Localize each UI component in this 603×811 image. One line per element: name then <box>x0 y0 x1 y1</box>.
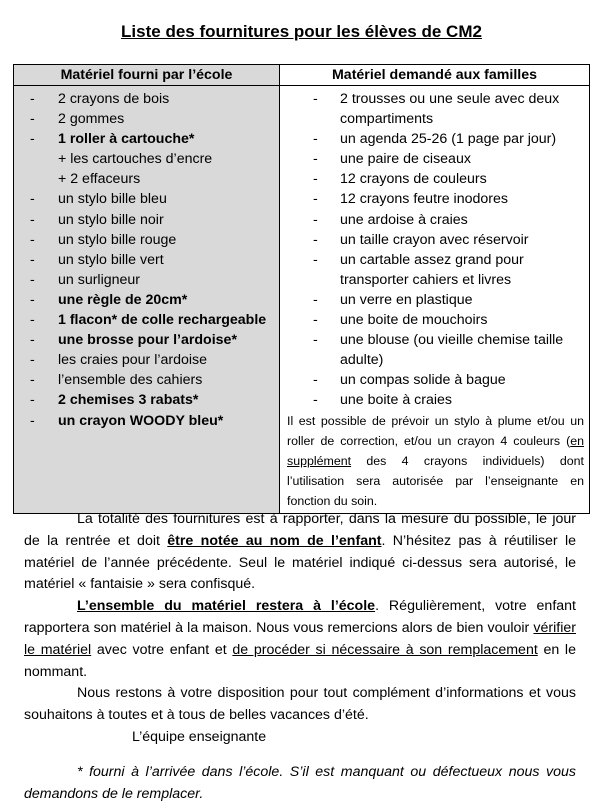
school-supply-label: 2 gommes <box>58 111 125 128</box>
family-supply-label: un cartable assez grand pour transporter cahiers et livres <box>340 251 524 288</box>
school-supply-label: un crayon WOODY bleu* <box>58 412 224 429</box>
school-supply-item <box>14 411 279 431</box>
family-supply-item <box>280 169 589 189</box>
school-supply-label: une règle de 20cm* <box>58 291 188 308</box>
list-dash: - <box>313 231 318 248</box>
family-supply-label: un taille crayon avec réservoir <box>340 231 529 248</box>
school-supplies-list <box>14 89 279 431</box>
list-dash: - <box>30 211 35 228</box>
page-title: Liste des fournitures pour les élèves de CM2 <box>121 22 482 41</box>
school-supply-item <box>14 290 279 310</box>
header-school-supplies: Matériel fourni par l’école <box>14 65 280 86</box>
list-dash: - <box>313 332 318 349</box>
school-supply-item <box>14 330 279 350</box>
school-supply-label: 1 roller à cartouche* <box>58 131 195 148</box>
school-supply-label: + les cartouches d’encre <box>58 151 213 168</box>
school-supply-item <box>14 149 279 169</box>
list-dash: - <box>30 131 35 148</box>
family-supply-label: une ardoise à craies <box>340 211 468 228</box>
school-supply-label: un stylo bille vert <box>58 251 164 268</box>
paragraph-text: avec votre enfant et <box>91 641 233 658</box>
list-dash: - <box>30 231 35 248</box>
emphasis-name-label: être notée au nom de l’enfant <box>167 532 382 549</box>
list-dash: - <box>30 372 35 389</box>
list-dash: - <box>30 332 35 349</box>
school-supply-item <box>14 310 279 330</box>
school-supply-label: 1 flacon* de colle rechargeable <box>58 312 267 329</box>
emphasis-replace-material: de procéder si nécessaire à son remplacement <box>232 641 538 658</box>
list-dash: - <box>313 191 318 208</box>
family-supply-item <box>280 89 589 129</box>
paragraph-text: La totalité des fournitures est à rapporter, dans la mesure du possible, le jour de la rentrée et doit <box>24 511 576 549</box>
list-dash: - <box>313 91 318 107</box>
family-supply-label: un verre en plastique <box>340 291 473 308</box>
list-dash: - <box>313 131 318 148</box>
list-dash: - <box>313 171 318 188</box>
family-supply-label: une boite à craies <box>340 392 452 409</box>
school-supply-item <box>14 189 279 209</box>
paragraph-closing: Nous restons à votre disposition pour tout complément d’informations et vous souhaitons à toutes et à tous de belles vacances d’été. <box>24 685 576 724</box>
list-dash: - <box>30 271 35 288</box>
school-supply-label: 2 crayons de bois <box>58 91 170 107</box>
emphasis-stays-at-school: L’ensemble du matériel restera à l’école <box>77 598 376 615</box>
letter-body <box>24 509 576 749</box>
list-dash: - <box>313 251 318 268</box>
school-supply-label: + 2 effaceurs <box>58 171 141 188</box>
family-supply-item <box>280 189 589 209</box>
list-dash: - <box>30 111 35 128</box>
family-supply-label: 2 trousses ou une seule avec deux compartiments <box>340 91 560 128</box>
paragraph-text: en le nommant. <box>24 641 576 680</box>
family-supply-item <box>280 129 589 149</box>
school-supply-item <box>14 210 279 230</box>
school-supply-item <box>14 250 279 270</box>
note-text-after: des 4 crayons individuels) dont l’utilisation sera autorisée par l’enseignante en fonction du soin. <box>287 453 584 508</box>
family-supply-item <box>280 370 589 390</box>
paragraph-return-supplies <box>24 509 576 596</box>
family-supply-label: un compas solide à bague <box>340 372 506 389</box>
family-supply-label: une blouse (ou vieille chemise taille adulte) <box>340 332 564 369</box>
list-dash: - <box>313 291 318 308</box>
emphasis-check-material: vérifier le matériel <box>24 619 576 658</box>
school-supply-label: un stylo bille rouge <box>58 231 177 248</box>
family-supply-item <box>280 290 589 310</box>
optional-supplies-note <box>280 411 589 511</box>
school-supply-item <box>14 230 279 250</box>
school-supply-label: les craies pour l’ardoise <box>58 352 208 369</box>
list-dash: - <box>30 251 35 268</box>
family-supply-item <box>280 330 589 370</box>
footnote: * fourni à l’arrivée dans l’école. S’il est manquant ou défectueux nous vous demandons de le remplacer. <box>24 764 576 802</box>
list-dash: - <box>313 312 318 329</box>
school-supply-label: une brosse pour l’ardoise* <box>58 332 237 349</box>
family-supply-label: une paire de ciseaux <box>340 151 471 168</box>
family-supply-item <box>280 250 589 290</box>
school-supply-item <box>14 350 279 370</box>
family-supplies-cell <box>280 86 590 514</box>
family-supply-label: une boite de mouchoirs <box>340 312 488 329</box>
note-text-before: Il est possible de prévoir un stylo à plume et/ou un roller de correction, et/ou un crayon 4 couleurs ( <box>287 413 584 448</box>
school-supply-label: 2 chemises 3 rabats* <box>58 392 199 409</box>
list-dash: - <box>313 372 318 389</box>
school-supply-item <box>14 89 279 109</box>
paragraph-material-stays <box>24 596 576 683</box>
school-supply-item <box>14 129 279 149</box>
school-supply-item <box>14 370 279 390</box>
signature: L’équipe enseignante <box>132 728 267 745</box>
family-supply-item <box>280 210 589 230</box>
school-supply-label: un stylo bille noir <box>58 211 164 228</box>
school-supply-item <box>14 270 279 290</box>
family-supply-item <box>280 310 589 330</box>
family-supply-item <box>280 230 589 250</box>
paragraph-text: . Régulièrement, votre enfant rapportera son matériel à la maison. Nous vous remercions alors de bien vouloir <box>24 598 576 636</box>
school-supply-label: l’ensemble des cahiers <box>58 372 203 389</box>
family-supply-label: 12 crayons feutre inodores <box>340 191 508 208</box>
list-dash: - <box>30 352 35 369</box>
school-supply-item <box>14 109 279 129</box>
supplies-table <box>13 64 590 514</box>
family-supply-label: un agenda 25-26 (1 page par jour) <box>340 131 557 148</box>
school-supply-item <box>14 390 279 410</box>
list-dash: - <box>313 151 318 168</box>
family-supply-item <box>280 390 589 410</box>
list-dash: - <box>30 191 35 208</box>
family-supplies-list <box>280 89 589 411</box>
list-dash: - <box>30 312 35 329</box>
note-underlined-text: en supplément <box>287 433 584 468</box>
paragraph-text: . N’hésitez pas à réutiliser le matériel de l’année précédente. Seul le matériel indiqué ci-dessus sera autorisé, le matériel « fantaisie » sera confisqué. <box>24 532 576 593</box>
list-dash: - <box>30 91 35 107</box>
list-dash: - <box>30 392 35 409</box>
list-dash: - <box>313 392 318 409</box>
family-supply-item <box>280 149 589 169</box>
school-supply-label: un surligneur <box>58 271 141 288</box>
school-supply-label: un stylo bille bleu <box>58 191 167 208</box>
list-dash: - <box>30 412 35 429</box>
header-family-supplies: Matériel demandé aux familles <box>280 65 590 86</box>
school-supplies-cell <box>14 86 280 514</box>
school-supply-item <box>14 169 279 189</box>
family-supply-label: 12 crayons de couleurs <box>340 171 487 188</box>
list-dash: - <box>313 211 318 228</box>
list-dash: - <box>30 291 35 308</box>
